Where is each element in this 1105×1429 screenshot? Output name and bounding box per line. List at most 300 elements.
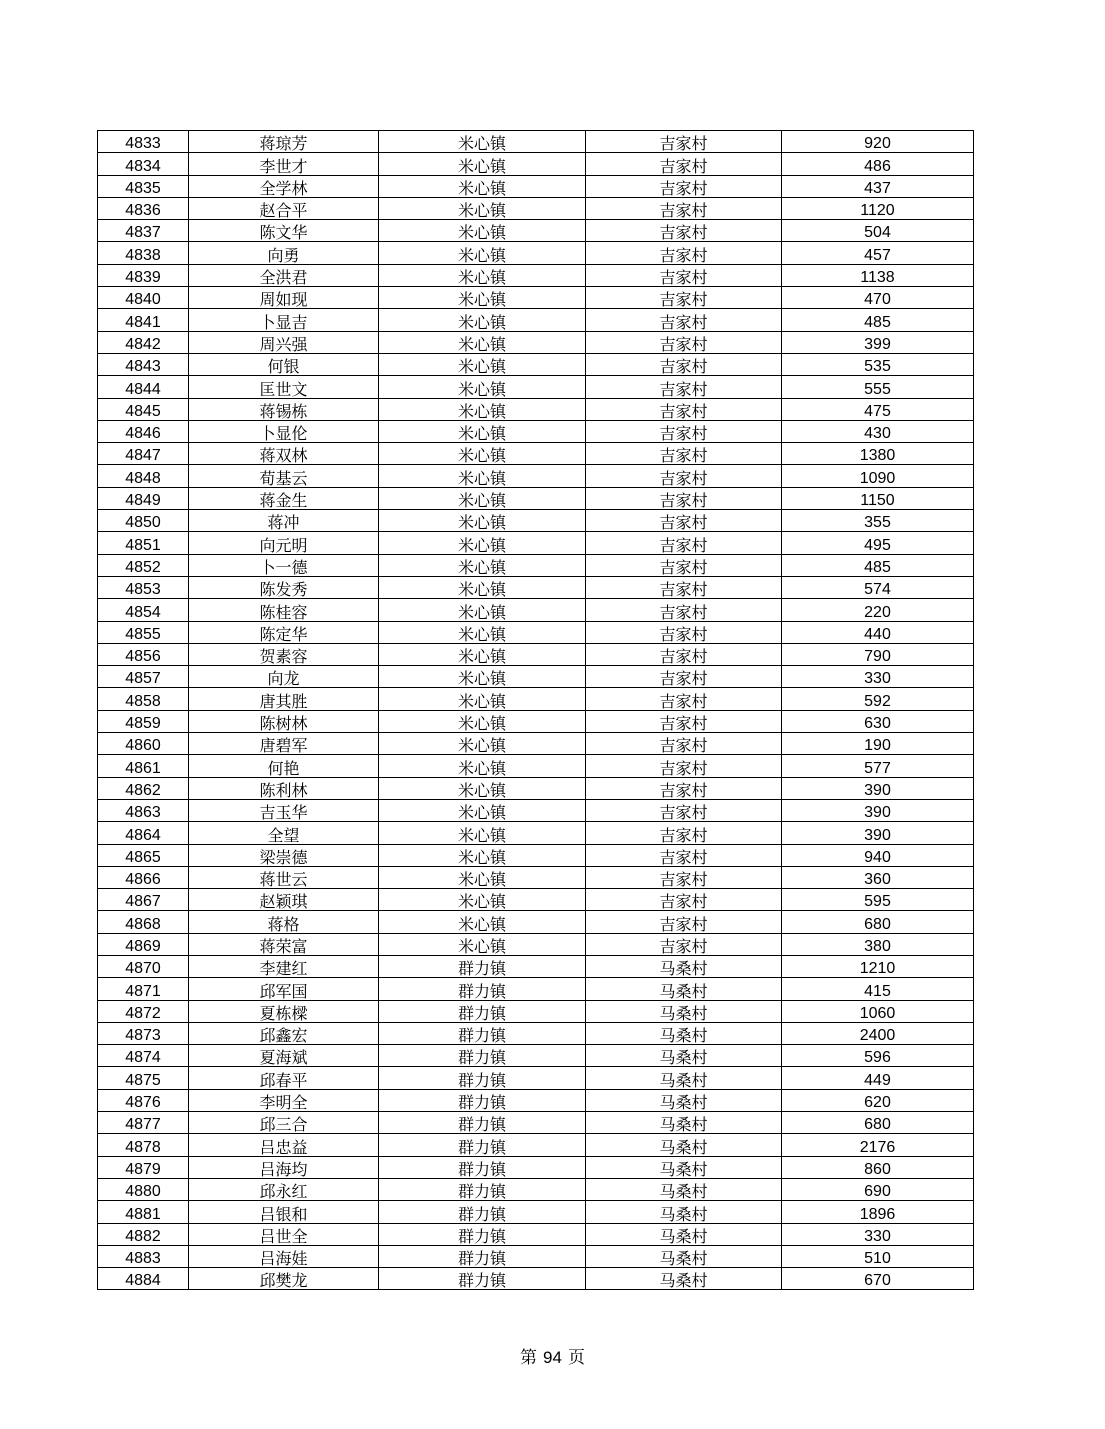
cell-amount: 690 xyxy=(782,1178,974,1200)
table-row xyxy=(98,242,974,264)
cell-amount: 670 xyxy=(782,1268,974,1290)
cell-name: 李明全 xyxy=(189,1089,379,1111)
cell-amount: 630 xyxy=(782,710,974,732)
table-row xyxy=(98,532,974,554)
cell-index: 4877 xyxy=(98,1112,189,1134)
cell-village: 马桑村 xyxy=(586,1134,782,1156)
cell-amount: 457 xyxy=(782,242,974,264)
cell-town: 米心镇 xyxy=(379,331,586,353)
cell-name: 夏栋樑 xyxy=(189,1000,379,1022)
cell-index: 4872 xyxy=(98,1000,189,1022)
cell-village: 马桑村 xyxy=(586,1067,782,1089)
cell-index: 4836 xyxy=(98,197,189,219)
cell-town: 群力镇 xyxy=(379,1000,586,1022)
cell-index: 4875 xyxy=(98,1067,189,1089)
record-table-body xyxy=(98,131,974,1290)
cell-village: 吉家村 xyxy=(586,643,782,665)
page-label-prefix: 第 xyxy=(520,1348,538,1368)
table-row xyxy=(98,1245,974,1267)
cell-name: 周兴强 xyxy=(189,331,379,353)
cell-town: 群力镇 xyxy=(379,1045,586,1067)
cell-index: 4838 xyxy=(98,242,189,264)
cell-village: 吉家村 xyxy=(586,131,782,153)
cell-town: 米心镇 xyxy=(379,822,586,844)
cell-amount: 555 xyxy=(782,376,974,398)
cell-name: 赵合平 xyxy=(189,197,379,219)
table-row xyxy=(98,777,974,799)
cell-amount: 475 xyxy=(782,398,974,420)
table-row xyxy=(98,1178,974,1200)
page-label-suffix: 页 xyxy=(567,1348,585,1368)
cell-amount: 390 xyxy=(782,822,974,844)
cell-village: 吉家村 xyxy=(586,576,782,598)
cell-village: 吉家村 xyxy=(586,666,782,688)
table-row xyxy=(98,911,974,933)
cell-name: 卜一德 xyxy=(189,554,379,576)
cell-name: 夏海斌 xyxy=(189,1045,379,1067)
cell-name: 吉玉华 xyxy=(189,799,379,821)
table-row xyxy=(98,1000,974,1022)
cell-village: 吉家村 xyxy=(586,420,782,442)
cell-amount: 1380 xyxy=(782,443,974,465)
cell-village: 吉家村 xyxy=(586,376,782,398)
cell-town: 米心镇 xyxy=(379,376,586,398)
table-row xyxy=(98,376,974,398)
cell-index: 4846 xyxy=(98,420,189,442)
cell-name: 陈桂容 xyxy=(189,599,379,621)
cell-name: 卜显吉 xyxy=(189,309,379,331)
cell-index: 4843 xyxy=(98,353,189,375)
cell-name: 邱三合 xyxy=(189,1112,379,1134)
cell-index: 4835 xyxy=(98,175,189,197)
table-row xyxy=(98,1022,974,1044)
cell-amount: 360 xyxy=(782,866,974,888)
cell-amount: 2400 xyxy=(782,1022,974,1044)
cell-village: 马桑村 xyxy=(586,1178,782,1200)
cell-village: 马桑村 xyxy=(586,1201,782,1223)
cell-index: 4880 xyxy=(98,1178,189,1200)
table-row xyxy=(98,599,974,621)
cell-name: 全洪君 xyxy=(189,264,379,286)
cell-index: 4858 xyxy=(98,688,189,710)
cell-town: 米心镇 xyxy=(379,621,586,643)
table-row xyxy=(98,1223,974,1245)
cell-village: 吉家村 xyxy=(586,866,782,888)
table-row xyxy=(98,755,974,777)
table-row xyxy=(98,576,974,598)
cell-town: 群力镇 xyxy=(379,1134,586,1156)
cell-village: 马桑村 xyxy=(586,1223,782,1245)
cell-amount: 430 xyxy=(782,420,974,442)
cell-amount: 595 xyxy=(782,889,974,911)
cell-town: 米心镇 xyxy=(379,799,586,821)
cell-name: 唐碧军 xyxy=(189,733,379,755)
cell-name: 邱鑫宏 xyxy=(189,1022,379,1044)
cell-town: 群力镇 xyxy=(379,1201,586,1223)
cell-town: 米心镇 xyxy=(379,933,586,955)
cell-town: 米心镇 xyxy=(379,889,586,911)
cell-name: 唐其胜 xyxy=(189,688,379,710)
cell-index: 4848 xyxy=(98,465,189,487)
cell-amount: 190 xyxy=(782,733,974,755)
cell-town: 米心镇 xyxy=(379,710,586,732)
cell-index: 4839 xyxy=(98,264,189,286)
cell-village: 吉家村 xyxy=(586,554,782,576)
cell-village: 吉家村 xyxy=(586,688,782,710)
cell-index: 4857 xyxy=(98,666,189,688)
cell-name: 梁崇德 xyxy=(189,844,379,866)
cell-village: 马桑村 xyxy=(586,1156,782,1178)
cell-village: 吉家村 xyxy=(586,933,782,955)
cell-index: 4860 xyxy=(98,733,189,755)
table-row xyxy=(98,688,974,710)
cell-name: 蒋冲 xyxy=(189,510,379,532)
cell-amount: 470 xyxy=(782,287,974,309)
table-row xyxy=(98,1156,974,1178)
cell-village: 吉家村 xyxy=(586,487,782,509)
cell-name: 李建红 xyxy=(189,955,379,977)
cell-name: 赵颖琪 xyxy=(189,889,379,911)
cell-amount: 680 xyxy=(782,1112,974,1134)
cell-name: 蒋世云 xyxy=(189,866,379,888)
cell-village: 吉家村 xyxy=(586,197,782,219)
cell-amount: 592 xyxy=(782,688,974,710)
cell-village: 吉家村 xyxy=(586,443,782,465)
cell-village: 吉家村 xyxy=(586,844,782,866)
cell-name: 陈文华 xyxy=(189,220,379,242)
cell-town: 米心镇 xyxy=(379,242,586,264)
cell-village: 吉家村 xyxy=(586,175,782,197)
cell-village: 马桑村 xyxy=(586,978,782,1000)
cell-amount: 220 xyxy=(782,599,974,621)
table-row xyxy=(98,175,974,197)
cell-village: 马桑村 xyxy=(586,1089,782,1111)
cell-town: 米心镇 xyxy=(379,755,586,777)
cell-amount: 680 xyxy=(782,911,974,933)
cell-amount: 330 xyxy=(782,1223,974,1245)
cell-town: 米心镇 xyxy=(379,576,586,598)
cell-index: 4844 xyxy=(98,376,189,398)
cell-amount: 399 xyxy=(782,331,974,353)
cell-town: 群力镇 xyxy=(379,955,586,977)
cell-amount: 1090 xyxy=(782,465,974,487)
cell-amount: 940 xyxy=(782,844,974,866)
cell-town: 群力镇 xyxy=(379,1268,586,1290)
cell-amount: 504 xyxy=(782,220,974,242)
cell-town: 米心镇 xyxy=(379,398,586,420)
cell-village: 吉家村 xyxy=(586,153,782,175)
cell-town: 米心镇 xyxy=(379,733,586,755)
cell-index: 4883 xyxy=(98,1245,189,1267)
cell-index: 4859 xyxy=(98,710,189,732)
cell-village: 吉家村 xyxy=(586,889,782,911)
cell-town: 米心镇 xyxy=(379,465,586,487)
cell-amount: 485 xyxy=(782,309,974,331)
cell-town: 群力镇 xyxy=(379,1022,586,1044)
cell-name: 邱军国 xyxy=(189,978,379,1000)
table-row xyxy=(98,1112,974,1134)
table-row xyxy=(98,353,974,375)
cell-amount: 2176 xyxy=(782,1134,974,1156)
cell-name: 吕忠益 xyxy=(189,1134,379,1156)
cell-name: 何艳 xyxy=(189,755,379,777)
cell-index: 4841 xyxy=(98,309,189,331)
cell-index: 4863 xyxy=(98,799,189,821)
cell-name: 何银 xyxy=(189,353,379,375)
cell-amount: 510 xyxy=(782,1245,974,1267)
cell-index: 4879 xyxy=(98,1156,189,1178)
table-row xyxy=(98,1201,974,1223)
cell-amount: 1896 xyxy=(782,1201,974,1223)
table-row xyxy=(98,844,974,866)
cell-name: 邱樊龙 xyxy=(189,1268,379,1290)
cell-amount: 574 xyxy=(782,576,974,598)
cell-name: 吕世全 xyxy=(189,1223,379,1245)
cell-town: 米心镇 xyxy=(379,554,586,576)
cell-amount: 415 xyxy=(782,978,974,1000)
cell-amount: 1150 xyxy=(782,487,974,509)
cell-town: 米心镇 xyxy=(379,866,586,888)
table-row xyxy=(98,955,974,977)
cell-amount: 535 xyxy=(782,353,974,375)
table-row xyxy=(98,643,974,665)
cell-name: 全望 xyxy=(189,822,379,844)
cell-town: 米心镇 xyxy=(379,510,586,532)
cell-index: 4861 xyxy=(98,755,189,777)
cell-index: 4878 xyxy=(98,1134,189,1156)
cell-name: 周如现 xyxy=(189,287,379,309)
cell-index: 4850 xyxy=(98,510,189,532)
cell-name: 邱永红 xyxy=(189,1178,379,1200)
table-row xyxy=(98,131,974,153)
cell-index: 4868 xyxy=(98,911,189,933)
cell-town: 米心镇 xyxy=(379,309,586,331)
cell-village: 吉家村 xyxy=(586,331,782,353)
cell-town: 米心镇 xyxy=(379,599,586,621)
cell-index: 4881 xyxy=(98,1201,189,1223)
cell-amount: 437 xyxy=(782,175,974,197)
cell-village: 吉家村 xyxy=(586,264,782,286)
cell-town: 群力镇 xyxy=(379,978,586,1000)
cell-amount: 577 xyxy=(782,755,974,777)
cell-village: 吉家村 xyxy=(586,822,782,844)
cell-index: 4849 xyxy=(98,487,189,509)
cell-town: 米心镇 xyxy=(379,844,586,866)
cell-name: 贺素容 xyxy=(189,643,379,665)
cell-village: 吉家村 xyxy=(586,599,782,621)
cell-village: 马桑村 xyxy=(586,1000,782,1022)
cell-village: 吉家村 xyxy=(586,287,782,309)
table-row xyxy=(98,978,974,1000)
cell-town: 米心镇 xyxy=(379,532,586,554)
cell-village: 吉家村 xyxy=(586,398,782,420)
cell-amount: 620 xyxy=(782,1089,974,1111)
cell-town: 米心镇 xyxy=(379,911,586,933)
cell-index: 4855 xyxy=(98,621,189,643)
cell-amount: 596 xyxy=(782,1045,974,1067)
cell-village: 吉家村 xyxy=(586,733,782,755)
cell-town: 米心镇 xyxy=(379,353,586,375)
cell-town: 米心镇 xyxy=(379,153,586,175)
record-table xyxy=(97,130,974,1290)
cell-village: 吉家村 xyxy=(586,911,782,933)
cell-name: 蒋琼芳 xyxy=(189,131,379,153)
cell-index: 4884 xyxy=(98,1268,189,1290)
page-footer xyxy=(0,1343,1105,1368)
cell-name: 卜显伦 xyxy=(189,420,379,442)
cell-town: 群力镇 xyxy=(379,1245,586,1267)
cell-index: 4871 xyxy=(98,978,189,1000)
cell-town: 米心镇 xyxy=(379,666,586,688)
cell-village: 吉家村 xyxy=(586,510,782,532)
cell-index: 4865 xyxy=(98,844,189,866)
cell-index: 4873 xyxy=(98,1022,189,1044)
cell-village: 马桑村 xyxy=(586,1022,782,1044)
cell-village: 吉家村 xyxy=(586,465,782,487)
cell-name: 吕海均 xyxy=(189,1156,379,1178)
cell-index: 4834 xyxy=(98,153,189,175)
cell-name: 匡世文 xyxy=(189,376,379,398)
table-row xyxy=(98,799,974,821)
table-row xyxy=(98,1045,974,1067)
cell-amount: 1120 xyxy=(782,197,974,219)
table-row xyxy=(98,443,974,465)
table-row xyxy=(98,1067,974,1089)
cell-name: 蒋锡栋 xyxy=(189,398,379,420)
cell-amount: 449 xyxy=(782,1067,974,1089)
cell-village: 马桑村 xyxy=(586,1268,782,1290)
cell-village: 吉家村 xyxy=(586,799,782,821)
cell-index: 4867 xyxy=(98,889,189,911)
table-row xyxy=(98,510,974,532)
table-row xyxy=(98,197,974,219)
cell-town: 米心镇 xyxy=(379,220,586,242)
cell-amount: 1060 xyxy=(782,1000,974,1022)
page-number: 94 xyxy=(543,1348,562,1367)
cell-town: 米心镇 xyxy=(379,487,586,509)
cell-amount: 486 xyxy=(782,153,974,175)
cell-village: 马桑村 xyxy=(586,1112,782,1134)
cell-town: 群力镇 xyxy=(379,1089,586,1111)
cell-town: 米心镇 xyxy=(379,264,586,286)
cell-name: 荀基云 xyxy=(189,465,379,487)
cell-index: 4862 xyxy=(98,777,189,799)
cell-village: 马桑村 xyxy=(586,1045,782,1067)
cell-amount: 440 xyxy=(782,621,974,643)
cell-name: 向龙 xyxy=(189,666,379,688)
table-row xyxy=(98,487,974,509)
cell-index: 4853 xyxy=(98,576,189,598)
table-row xyxy=(98,398,974,420)
cell-index: 4847 xyxy=(98,443,189,465)
cell-town: 米心镇 xyxy=(379,175,586,197)
cell-town: 群力镇 xyxy=(379,1223,586,1245)
cell-village: 吉家村 xyxy=(586,353,782,375)
cell-name: 陈利林 xyxy=(189,777,379,799)
cell-village: 吉家村 xyxy=(586,309,782,331)
table-row xyxy=(98,465,974,487)
cell-town: 群力镇 xyxy=(379,1156,586,1178)
table-row xyxy=(98,287,974,309)
table-row xyxy=(98,331,974,353)
cell-index: 4874 xyxy=(98,1045,189,1067)
cell-index: 4870 xyxy=(98,955,189,977)
cell-name: 陈树林 xyxy=(189,710,379,732)
table-row xyxy=(98,264,974,286)
cell-town: 米心镇 xyxy=(379,287,586,309)
table-row xyxy=(98,621,974,643)
cell-village: 马桑村 xyxy=(586,955,782,977)
cell-index: 4854 xyxy=(98,599,189,621)
cell-index: 4840 xyxy=(98,287,189,309)
cell-name: 吕海娃 xyxy=(189,1245,379,1267)
table-row xyxy=(98,933,974,955)
cell-town: 米心镇 xyxy=(379,131,586,153)
table-row xyxy=(98,1268,974,1290)
cell-name: 蒋格 xyxy=(189,911,379,933)
cell-name: 李世才 xyxy=(189,153,379,175)
cell-amount: 355 xyxy=(782,510,974,532)
cell-index: 4866 xyxy=(98,866,189,888)
cell-town: 米心镇 xyxy=(379,688,586,710)
table-row xyxy=(98,866,974,888)
cell-name: 吕银和 xyxy=(189,1201,379,1223)
cell-village: 吉家村 xyxy=(586,755,782,777)
cell-amount: 390 xyxy=(782,777,974,799)
cell-town: 米心镇 xyxy=(379,643,586,665)
cell-index: 4864 xyxy=(98,822,189,844)
cell-town: 群力镇 xyxy=(379,1067,586,1089)
cell-index: 4845 xyxy=(98,398,189,420)
cell-amount: 1210 xyxy=(782,955,974,977)
table-row xyxy=(98,420,974,442)
cell-amount: 1138 xyxy=(782,264,974,286)
table-row xyxy=(98,1089,974,1111)
cell-amount: 330 xyxy=(782,666,974,688)
cell-index: 4882 xyxy=(98,1223,189,1245)
cell-town: 米心镇 xyxy=(379,420,586,442)
cell-index: 4837 xyxy=(98,220,189,242)
cell-index: 4876 xyxy=(98,1089,189,1111)
cell-town: 群力镇 xyxy=(379,1178,586,1200)
cell-index: 4869 xyxy=(98,933,189,955)
cell-amount: 495 xyxy=(782,532,974,554)
cell-name: 陈定华 xyxy=(189,621,379,643)
cell-index: 4851 xyxy=(98,532,189,554)
table-row xyxy=(98,309,974,331)
cell-village: 吉家村 xyxy=(586,242,782,264)
cell-amount: 860 xyxy=(782,1156,974,1178)
table-row xyxy=(98,554,974,576)
table-row xyxy=(98,1134,974,1156)
cell-amount: 380 xyxy=(782,933,974,955)
cell-name: 蒋金生 xyxy=(189,487,379,509)
cell-name: 蒋双林 xyxy=(189,443,379,465)
cell-index: 4852 xyxy=(98,554,189,576)
cell-village: 吉家村 xyxy=(586,621,782,643)
cell-town: 米心镇 xyxy=(379,443,586,465)
cell-name: 向勇 xyxy=(189,242,379,264)
table-row xyxy=(98,666,974,688)
table-row xyxy=(98,822,974,844)
cell-village: 吉家村 xyxy=(586,532,782,554)
cell-village: 吉家村 xyxy=(586,777,782,799)
table-row xyxy=(98,153,974,175)
cell-amount: 390 xyxy=(782,799,974,821)
cell-index: 4842 xyxy=(98,331,189,353)
cell-town: 米心镇 xyxy=(379,197,586,219)
cell-name: 陈发秀 xyxy=(189,576,379,598)
